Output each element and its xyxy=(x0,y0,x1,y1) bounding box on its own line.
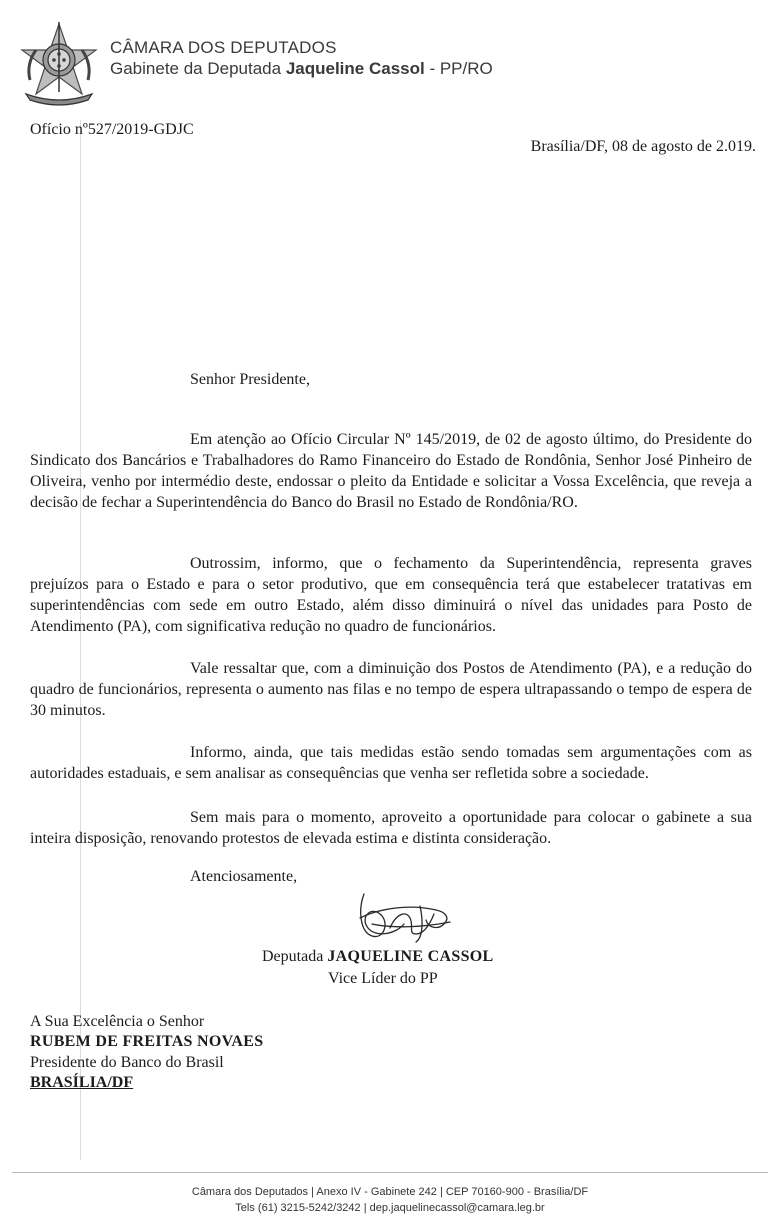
signer-name-bold: JAQUELINE CASSOL xyxy=(327,948,494,965)
letterhead-organization: CÂMARA DOS DEPUTADOS xyxy=(110,38,337,57)
handwritten-signature xyxy=(350,884,460,944)
closing: Atenciosamente, xyxy=(190,868,298,885)
recipient-line-1: A Sua Excelência o Senhor xyxy=(30,1013,205,1030)
body-paragraph-3 xyxy=(30,658,752,721)
signer-role: Vice Líder do PP xyxy=(328,970,438,987)
paragraph-text: Informo, ainda, que tais medidas estão sendo tomadas sem argumentações com as autoridades estaduais, e sem analisar as consequências que venha ser refletida sobre a sociedade. xyxy=(30,744,752,782)
recipient-city: BRASÍLIA/DF xyxy=(30,1074,134,1091)
body-paragraph-2 xyxy=(30,553,752,637)
body-paragraph-5 xyxy=(30,807,752,849)
recipient-position: Presidente do Banco do Brasil xyxy=(30,1054,224,1071)
letterhead-office xyxy=(110,59,493,79)
paragraph-text: Em atenção ao Ofício Circular Nº 145/2019, de 02 de agosto último, do Presidente do Sindicato dos Bancários e Trabalhadores do Ramo Financeiro do Estado de Rondônia, Senhor José Pinheiro de Oliveira, venho por intermédio deste, endossar o pleito da Entidade e solicitar a Vossa Excelência, que reveja a decisão de fechar a Superintendência do Banco do Brasil no Estado de Rondônia/RO. xyxy=(30,431,752,511)
recipient-name: RUBEM DE FREITAS NOVAES xyxy=(30,1033,264,1050)
footer-divider xyxy=(12,1172,768,1173)
footer-contact: Tels (61) 3215-5242/3242 | dep.jaquelinecassol@camara.leg.br xyxy=(235,1202,545,1214)
brazil-coat-of-arms-icon xyxy=(16,20,102,106)
paragraph-text: Outrossim, informo, que o fechamento da Superintendência, representa graves prejuízos para o Estado e para o setor produtivo, que em consequência terá que estabelecer tratativas em superintendências com sede em outro Estado, além disso diminuirá o nível das unidades para Posto de Atendimento (PA), com significativa redução no quadro de funcionários. xyxy=(30,555,752,635)
letterhead-office-prefix: Gabinete da Deputada xyxy=(110,59,282,78)
paragraph-text: Sem mais para o momento, aproveito a oportunidade para colocar o gabinete a sua inteira disposição, renovando protestos de elevada estima e distinta consideração. xyxy=(30,809,752,847)
paragraph-text: Vale ressaltar que, com a diminuição dos Postos de Atendimento (PA), e a redução do quadro de funcionários, representa o aumento nas filas e no tempo de espera ultrapassando o tempo de espera de 30 minutos. xyxy=(30,660,752,719)
footer-address: Câmara dos Deputados | Anexo IV - Gabinete 242 | CEP 70160-900 - Brasília/DF xyxy=(191,1186,589,1198)
letter-number: Ofício nº527/2019-GDJC xyxy=(30,121,194,138)
letterhead-office-suffix: - PP/RO xyxy=(424,59,493,78)
place-date: Brasília/DF, 08 de agosto de 2.019. xyxy=(530,138,756,155)
scan-fold-line xyxy=(80,120,81,1160)
body-paragraph-1 xyxy=(30,429,752,513)
signer-title: Deputada xyxy=(262,948,324,965)
letterhead-office-name: Jaqueline Cassol xyxy=(285,59,425,78)
body-paragraph-4 xyxy=(30,742,752,784)
signer-name xyxy=(262,948,494,966)
salutation: Senhor Presidente, xyxy=(190,371,310,388)
